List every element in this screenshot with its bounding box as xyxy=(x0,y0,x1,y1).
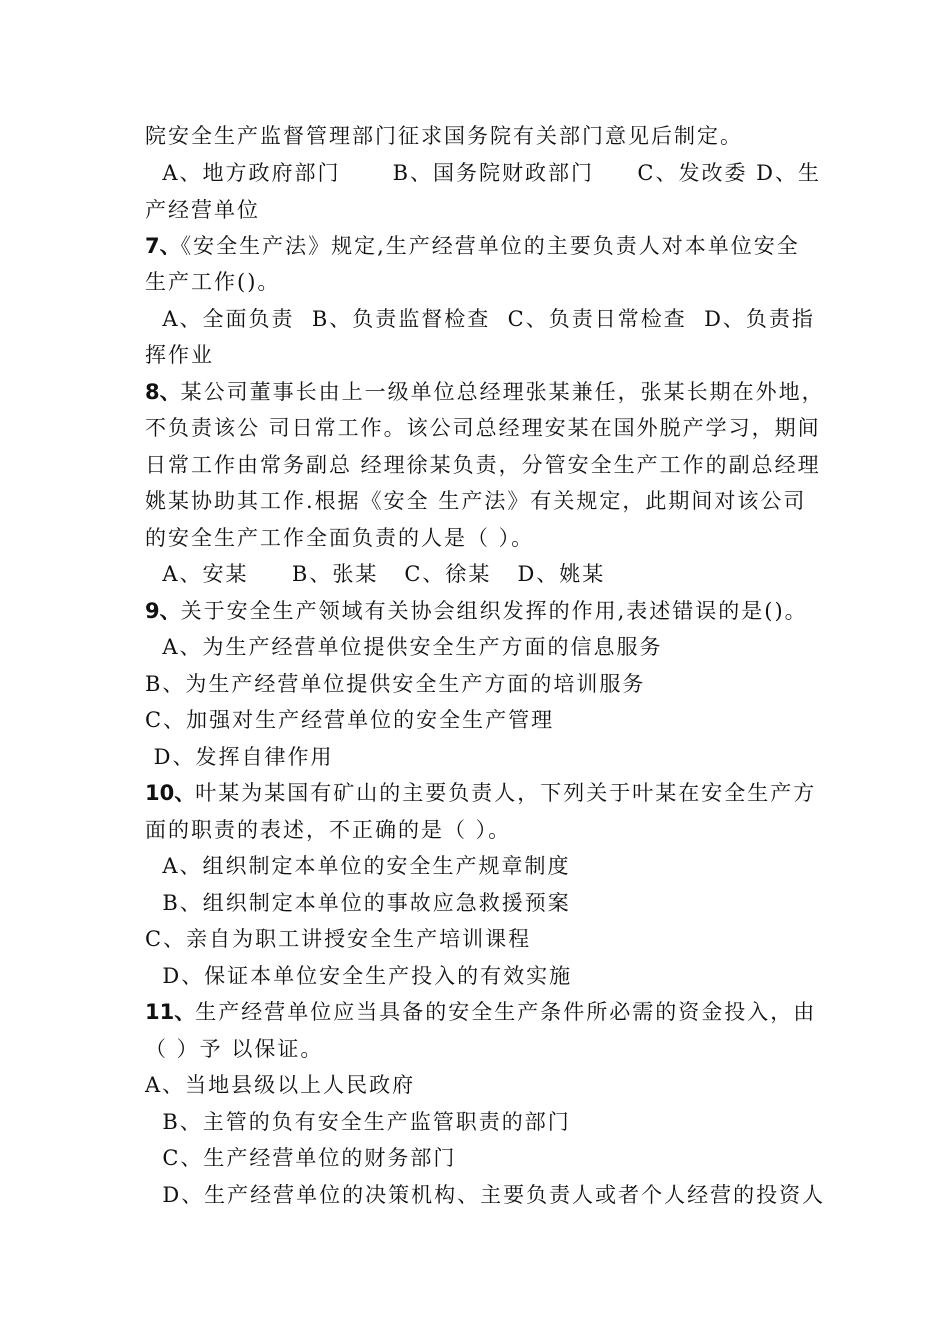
question-number: 9、 xyxy=(145,599,181,623)
option-line: B、为生产经营单位提供安全生产方面的培训服务 xyxy=(145,672,646,696)
question-number: 11、 xyxy=(145,1000,196,1024)
question-11: 11、生产经营单位应当具备的安全生产条件所必需的资金投入，由 xyxy=(145,1000,817,1024)
option-line: C、加强对生产经营单位的安全生产管理 xyxy=(145,708,555,732)
text-line: 生产工作()。 xyxy=(145,270,281,294)
option-line: A、当地县级以上人民政府 xyxy=(145,1073,416,1097)
text-line: 面的职责的表述，不正确的是（ ）。 xyxy=(145,818,512,842)
text-line: 院安全生产监督管理部门征求国务院有关部门意见后制定。 xyxy=(145,124,743,148)
question-number: 7、 xyxy=(145,234,181,258)
option-line: D、发挥自律作用 xyxy=(145,745,334,769)
text-line: 的安全生产工作全面负责的人是（ ）。 xyxy=(145,526,535,550)
option-line: A、安某 B、张某 C、徐某 D、姚某 xyxy=(145,562,606,586)
question-8: 8、某公司董事长由上一级单位总经理张某兼任，张某长期在外地， xyxy=(145,380,825,404)
question-7: 7、《安全生产法》规定,生产经营单位的主要负责人对本单位安全 xyxy=(145,234,800,258)
text-line: 日常工作由常务副总 经理徐某负责，分管安全生产工作的副总经理 xyxy=(145,453,821,477)
option-line: 挥作业 xyxy=(145,343,214,367)
question-number: 10、 xyxy=(145,781,196,805)
option-line: A、地方政府部门 B、国务院财政部门 C、发改委 D、生 xyxy=(145,161,821,185)
question-10: 10、叶某为某国有矿山的主要负责人，下列关于叶某在安全生产方 xyxy=(145,781,817,805)
text-line: （ ）予 以保证。 xyxy=(145,1037,324,1061)
option-line: A、为生产经营单位提供安全生产方面的信息服务 xyxy=(145,635,663,659)
option-line: B、主管的负有安全生产监管职责的部门 xyxy=(145,1110,571,1134)
text-line: 不负责该公 司日常工作。该公司总经理安某在国外脱产学习，期间 xyxy=(145,416,821,440)
option-line: B、组织制定本单位的事故应急救援预案 xyxy=(145,891,571,915)
question-number: 8、 xyxy=(145,380,181,404)
option-line: A、组织制定本单位的安全生产规章制度 xyxy=(145,854,571,878)
option-line: C、生产经营单位的财务部门 xyxy=(145,1146,457,1170)
question-9: 9、关于安全生产领域有关协会组织发挥的作用,表述错误的是()。 xyxy=(145,599,808,623)
option-line: D、保证本单位安全生产投入的有效实施 xyxy=(145,964,573,988)
option-line: C、亲自为职工讲授安全生产培训课程 xyxy=(145,927,532,951)
text-line: 姚某协助其工作.根据《安全 生产法》有关规定，此期间对该公司 xyxy=(145,489,807,513)
option-line: A、全面负责 B、负责监督检查 C、负责日常检查 D、负责指 xyxy=(145,307,815,331)
option-line: D、生产经营单位的决策机构、主要负责人或者个人经营的投资人 xyxy=(145,1183,826,1207)
option-line: 产经营单位 xyxy=(145,198,260,222)
